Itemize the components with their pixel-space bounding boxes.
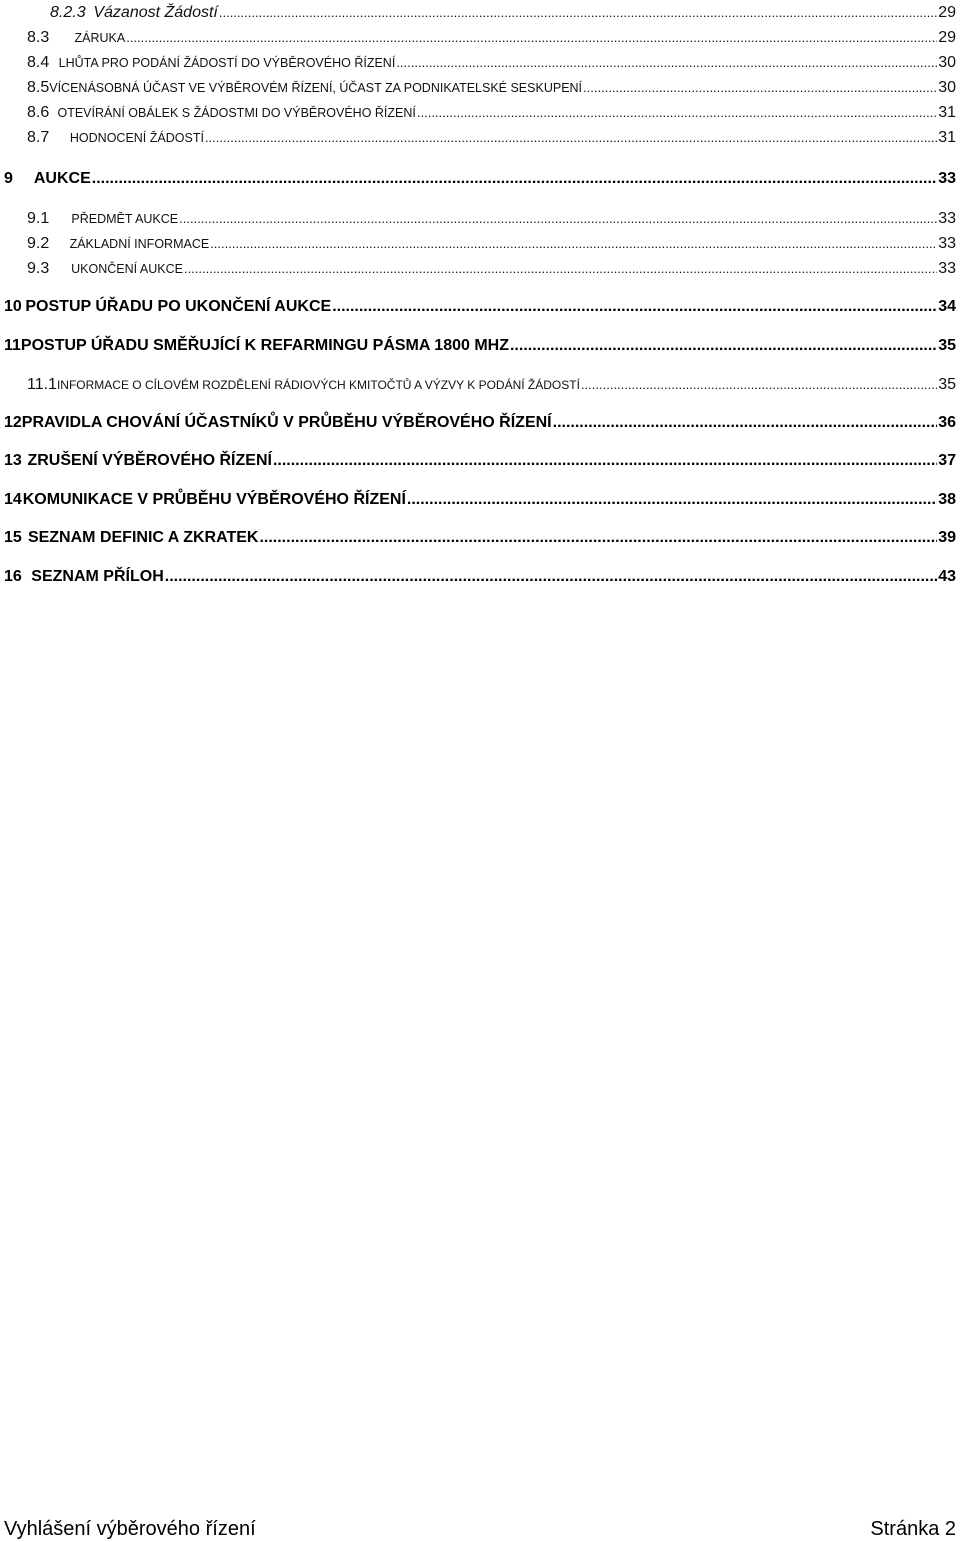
toc-entry[interactable]: [4, 414, 956, 432]
toc-entry[interactable]: [50, 4, 956, 22]
toc-leader-dots: [553, 414, 938, 432]
toc-entry[interactable]: [4, 298, 956, 316]
toc-entry-page: 35: [938, 337, 956, 354]
toc-entry-title: ZRUŠENÍ VÝBĚROVÉHO ŘÍZENÍ: [27, 452, 272, 469]
toc-entry[interactable]: [4, 337, 956, 355]
toc-entry-number: 12: [4, 414, 22, 431]
toc-leader-dots: [205, 130, 937, 145]
toc-entry-page: 33: [938, 260, 956, 277]
toc-entry[interactable]: [27, 210, 956, 228]
toc-entry-title: LHŮTA PRO PODÁNÍ ŽÁDOSTÍ DO VÝBĚROVÉHO ŘÍZENÍ: [58, 56, 396, 70]
toc-entry[interactable]: [27, 129, 956, 147]
toc-entry[interactable]: [27, 104, 956, 122]
toc-entry-page: 33: [938, 210, 956, 227]
toc-entry-number: 8.3: [27, 29, 50, 46]
toc-leader-dots: [259, 529, 937, 547]
toc-leader-dots: [332, 298, 937, 316]
toc-leader-dots: [583, 80, 937, 95]
toc-entry-number: 9: [4, 170, 13, 187]
toc-leader-dots: [126, 30, 937, 45]
toc-entry-page: 34: [938, 298, 956, 315]
toc-entry[interactable]: [27, 54, 956, 72]
toc-leader-dots: [219, 5, 937, 20]
toc-leader-dots: [510, 337, 937, 355]
toc-leader-dots: [417, 105, 937, 120]
toc-entry-number: 11.1: [27, 376, 57, 393]
toc-entry-number: 11: [4, 337, 21, 354]
toc-entry-title: ZÁRUKA: [74, 31, 126, 45]
toc-entry-page: 33: [938, 235, 956, 252]
toc-entry-title: PRAVIDLA CHOVÁNÍ ÚČASTNÍKŮ V PRŮBĚHU VÝBĚROVÉHO ŘÍZENÍ: [21, 414, 552, 431]
toc-entry-title: POSTUP ÚŘADU SMĚŘUJÍCÍ K REFARMINGU PÁSMA 1800 MHZ: [20, 337, 509, 354]
toc-entry-title: HODNOCENÍ ŽÁDOSTÍ: [69, 131, 204, 145]
toc-entry[interactable]: [27, 260, 956, 278]
toc-entry-page: 33: [938, 170, 956, 187]
toc-entry[interactable]: [27, 79, 956, 97]
toc-entry-page: 38: [938, 491, 956, 508]
toc-leader-dots: [179, 211, 937, 226]
toc-entry-number: 9.2: [27, 235, 50, 252]
page-footer: [4, 1518, 956, 1541]
toc-entry-page: 31: [938, 129, 956, 146]
toc-entry-number: 10: [4, 298, 22, 315]
toc-entry-number: 9.1: [27, 210, 50, 227]
toc-entry-number: 8.4: [27, 54, 50, 71]
toc-entry-page: 36: [938, 414, 956, 431]
toc-entry-title: POSTUP ÚŘADU PO UKONČENÍ AUKCE: [25, 298, 332, 315]
toc-entry-title: PŘEDMĚT AUKCE: [71, 212, 179, 226]
toc-entry-page: 30: [938, 54, 956, 71]
toc-entry-title: UKONČENÍ AUKCE: [71, 262, 183, 276]
toc-entry-number: 8.6: [27, 104, 50, 121]
toc-entry-title: OTEVÍRÁNÍ OBÁLEK S ŽÁDOSTMI DO VÝBĚROVÉHO ŘÍZENÍ: [57, 106, 416, 120]
toc-entry-number: 15: [4, 529, 22, 546]
toc-entry-number: 14: [4, 491, 22, 508]
toc-entry-title: INFORMACE O CÍLOVÉM ROZDĚLENÍ RÁDIOVÝCH KMITOČTŮ A VÝZVY K PODÁNÍ ŽÁDOSTÍ: [56, 378, 580, 392]
toc-entry[interactable]: [27, 235, 956, 253]
footer-document-title: Vyhlášení výběrového řízení: [4, 1518, 256, 1540]
toc-entry-page: 29: [938, 4, 956, 21]
toc-entry-title: Vázanost Žádostí: [93, 4, 218, 21]
toc-leader-dots: [396, 55, 937, 70]
toc-entry[interactable]: [4, 491, 956, 509]
toc-entry[interactable]: [4, 529, 956, 547]
toc-entry-number: 8.2.3: [50, 4, 86, 21]
toc-leader-dots: [273, 452, 937, 470]
toc-leader-dots: [165, 568, 937, 586]
toc-entry-page: 29: [938, 29, 956, 46]
toc-entry-title: KOMUNIKACE V PRŮBĚHU VÝBĚROVÉHO ŘÍZENÍ: [22, 491, 406, 508]
toc-entry-title: SEZNAM PŘÍLOH: [31, 568, 164, 585]
toc-entry-page: 30: [938, 79, 956, 96]
toc-entry-title: VÍCENÁSOBNÁ ÚČAST VE VÝBĚROVÉM ŘÍZENÍ, ÚČAST ZA PODNIKATELSKÉ SESKUPENÍ: [49, 81, 583, 95]
toc-leader-dots: [184, 261, 937, 276]
toc-entry-title: ZÁKLADNÍ INFORMACE: [69, 237, 210, 251]
toc-entry-number: 16: [4, 568, 22, 585]
toc-leader-dots: [210, 236, 937, 251]
toc-entry-title: SEZNAM DEFINIC A ZKRATEK: [27, 529, 259, 546]
toc-entry[interactable]: [27, 376, 956, 394]
toc-entry[interactable]: [4, 170, 956, 188]
toc-entry[interactable]: [4, 452, 956, 470]
toc-entry-page: 43: [938, 568, 956, 585]
toc-entry-number: 8.5: [27, 79, 50, 96]
toc-entry-number: 9.3: [27, 260, 50, 277]
toc-entry-title: AUKCE: [33, 170, 91, 187]
footer-page-number: Stránka 2: [870, 1518, 956, 1540]
toc-entry-number: 8.7: [27, 129, 50, 146]
toc-entry-page: 39: [938, 529, 956, 546]
toc-leader-dots: [407, 491, 937, 509]
toc-leader-dots: [92, 170, 937, 188]
toc-entry-page: 35: [938, 376, 956, 393]
toc-leader-dots: [581, 377, 937, 392]
toc-entry-page: 37: [938, 452, 956, 469]
toc-entry-number: 13: [4, 452, 22, 469]
toc-entry[interactable]: [27, 29, 956, 47]
toc-entry[interactable]: [4, 568, 956, 586]
toc-entry-page: 31: [938, 104, 956, 121]
